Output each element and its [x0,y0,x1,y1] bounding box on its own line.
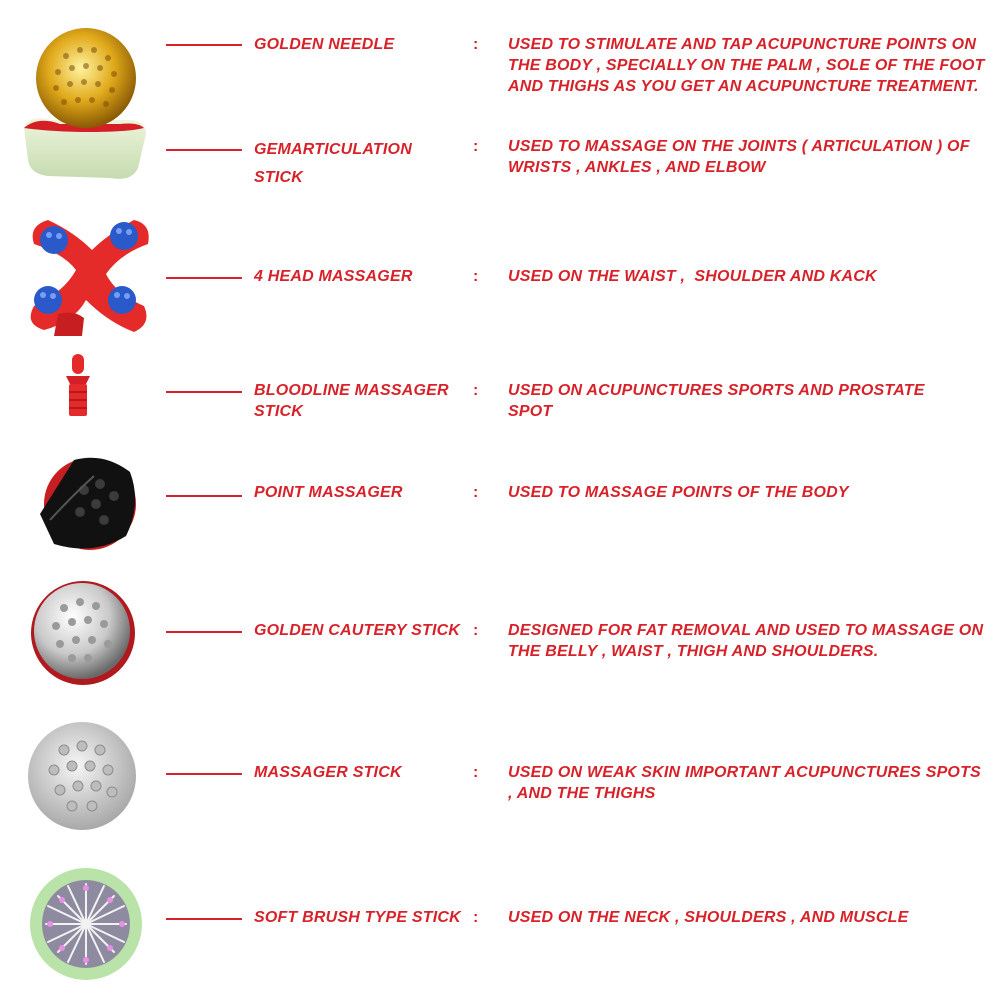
separator-colon: : [473,382,479,399]
massager-stick-image [26,720,138,832]
item-name: GOLDEN CAUTERY STICK [254,622,461,639]
item-description: USED ON THE NECK , SHOULDERS , AND MUSCLE [508,909,909,926]
item-name: 4 HEAD MASSAGER [254,268,413,285]
soft-brush-type-stick-image [28,866,144,982]
item-description: USED ON WEAK SKIN IMPORTANT ACUPUNCTURES SPOTS , AND THE THIGHS [508,764,981,802]
separator-colon: : [473,622,479,639]
leader-line [166,918,242,920]
item-description: USED ON ACUPUNCTURES SPORTS AND PROSTATE SPOT [508,382,925,420]
four-head-massager-image [24,214,154,336]
separator-colon: : [473,909,479,926]
item-description: USED TO MASSAGE ON THE JOINTS ( ARTICULATION ) OF WRISTS , ANKLES , AND ELBOW [508,138,970,176]
separator-colon: : [473,268,479,285]
golden-needle-and-gemarticulation-image [20,28,150,188]
item-name: MASSAGER STICK [254,764,402,781]
item-name: BLOODLINE MASSAGER STICK [254,382,449,420]
leader-line [166,773,242,775]
golden-cautery-stick-image [28,578,138,688]
separator-colon: : [473,36,479,53]
item-name: POINT MASSAGER [254,484,403,501]
point-massager-image [34,454,138,554]
leader-line [166,149,242,151]
leader-line [166,44,242,46]
leader-line [166,391,242,393]
item-description: DESIGNED FOR FAT REMOVAL AND USED TO MASSAGE ON THE BELLY , WAIST , THIGH AND SHOULDERS. [508,622,984,660]
separator-colon: : [473,764,479,781]
item-description: USED TO STIMULATE AND TAP ACUPUNCTURE POINTS ON THE BODY , SPECIALLY ON THE PALM , SOLE OF THE FOOT AND THIGHS AS YOU GET AN ACUPUNCTURE TREATMENT. [508,36,985,95]
item-description: USED TO MASSAGE POINTS OF THE BODY [508,484,849,501]
leader-line [166,277,242,279]
separator-colon: : [473,138,479,155]
item-description: USED ON THE WAIST , SHOULDER AND KACK [508,268,877,285]
leader-line [166,495,242,497]
separator-colon: : [473,484,479,501]
leader-line [166,631,242,633]
item-name: GOLDEN NEEDLE [254,36,395,53]
item-name: GEMARTICULATION STICK [254,141,412,186]
bloodline-massager-stick-image [60,354,96,420]
item-name: SOFT BRUSH TYPE STICK [254,909,461,926]
